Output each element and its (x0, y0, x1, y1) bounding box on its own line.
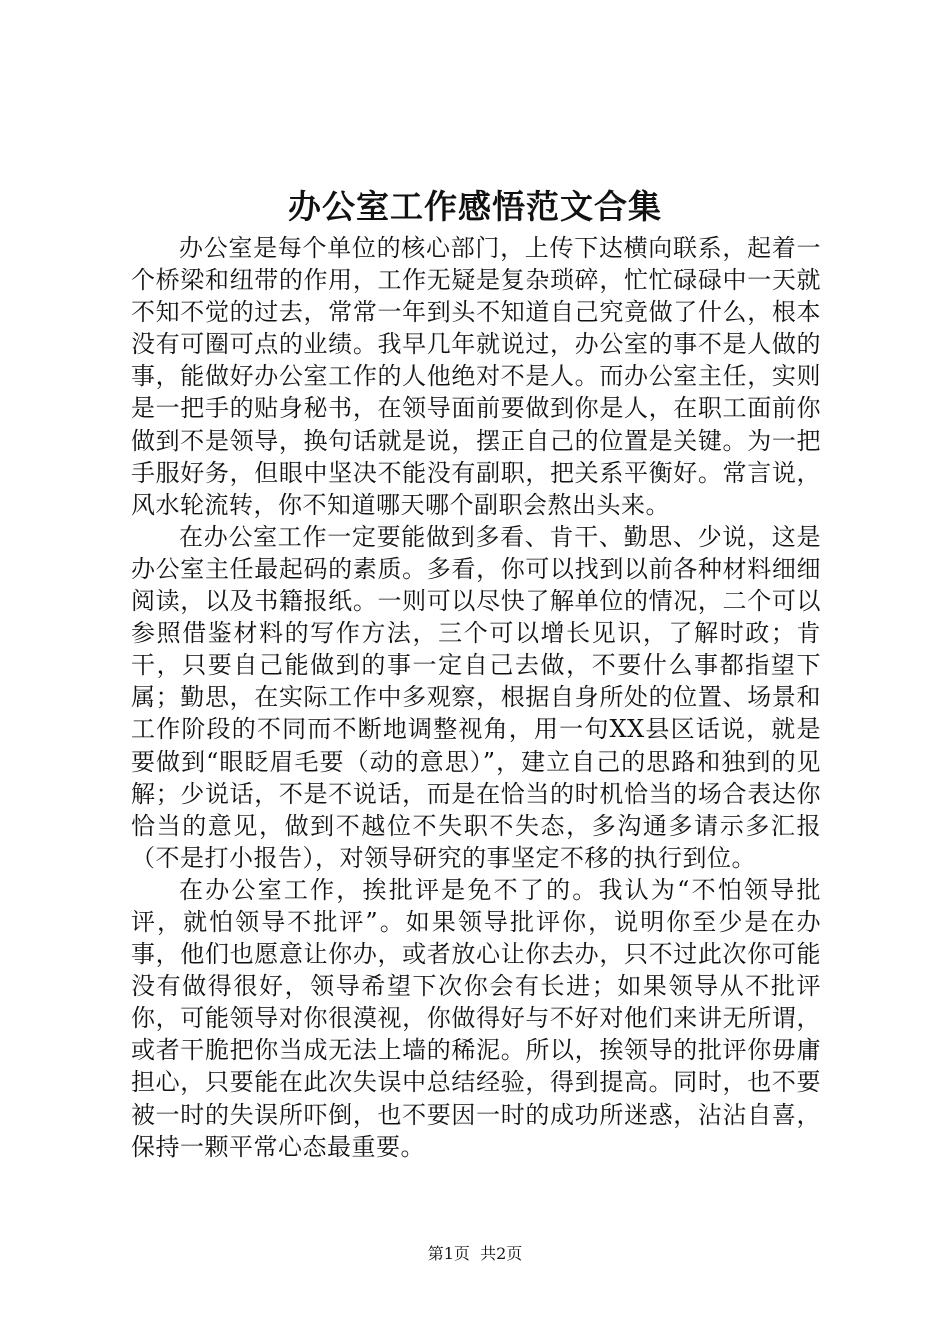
document-title: 办公室工作感悟范文合集 (288, 187, 662, 226)
page-number: 第1页 (427, 1244, 470, 1263)
paragraph-2: 在办公室工作一定要能做到多看、肯干、勤思、少说，这是办公室主任最起码的素质。多看，你可以找到以前各种材料细细阅读，以及书籍报纸。一则可以尽快了解单位的情况，二个可以参照借鉴材料的写作方法，三个可以增长见识，了解时政；肯干，只要自己能做到的事一定自己去做，不要什么事都指望下属；勤思，在实际工作中多观察，根据自身所处的位置、场景和工作阶段的不同而不断地调整视角，用一句XX县区话说，就是要做到“眼眨眉毛要（动的意思）”，建立自己的思路和独到的见解；少说话，不是不说话，而是在恰当的时机恰当的场合表达你恰当的意见，做到不越位不失职不失态，多沟通多请示多汇报（不是打小报告），对领导研究的事坚定不移的执行到位。 (131, 522, 821, 872)
page-footer (0, 1243, 950, 1265)
document-body (131, 232, 821, 1163)
paragraph-1: 办公室是每个单位的核心部门，上传下达横向联系，起着一个桥梁和纽带的作用，工作无疑是复杂琐碎，忙忙碌碌中一天就不知不觉的过去，常常一年到头不知道自己究竟做了什么，根本没有可圈可点的业绩。我早几年就说过，办公室的事不是人做的事，能做好办公室工作的人他绝对不是人。而办公室主任，实则是一把手的贴身秘书，在领导面前要做到你是人，在职工面前你做到不是领导，换句话就是说，摆正自己的位置是关键。为一把手服好务，但眼中坚决不能没有副职，把关系平衡好。常言说，风水轮流转，你不知道哪天哪个副职会熬出头来。 (131, 234, 821, 519)
page-total: 共2页 (480, 1244, 523, 1263)
paragraph-3: 在办公室工作，挨批评是免不了的。我认为“不怕领导批评，就怕领导不批评”。如果领导批评你，说明你至少是在办事，他们也愿意让你办，或者放心让你去办，只不过此次你可能没有做得很好，领导希望下次你会有长进；如果领导从不批评你，可能领导对你很漠视，你做得好与不好对他们来讲无所谓，或者干脆把你当成无法上墙的稀泥。所以，挨领导的批评你毋庸担心，只要能在此次失误中总结经验，得到提高。同时，也不要被一时的失误所吓倒，也不要因一时的成功所迷惑，沾沾自喜，保持一颗平常心态最重要。 (131, 875, 821, 1161)
footer-gap (470, 1244, 480, 1263)
